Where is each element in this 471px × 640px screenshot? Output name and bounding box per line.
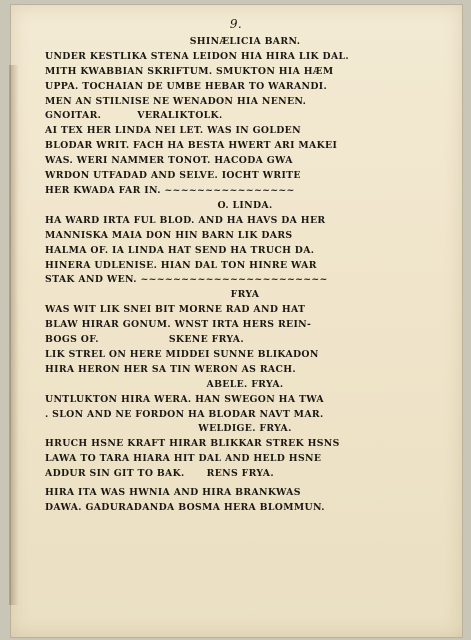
- heading-frya: FRYA: [230, 289, 260, 301]
- text-line: HRUCH HSNE KRAFT HIRAR BLIKKAR STREK HSNS: [45, 438, 340, 450]
- text-line: WAS. WERI NAMMER TONOT. HACODA GWA: [45, 155, 293, 167]
- text-line: MANNISKA MAIA DON HIN BARN LIK DARS: [45, 229, 293, 241]
- text-line: WAS WIT LIK SNEI BIT MORNE RAD AND HAT: [45, 304, 306, 316]
- text-line: UNDER KESTLIKA STENA LEIDON HIA HIRA LIK DAL.: [45, 50, 349, 62]
- heading-weldige-frya: WELDIGE. FRYA.: [198, 423, 292, 435]
- text-fragment: ADDUR SIN GIT TO BAK.: [45, 468, 185, 480]
- text-fragment: RENS FRYA.: [206, 468, 274, 480]
- text-line: BLODAR WRIT. FACH HA BESTA HWERT ARI MAKEI: [45, 140, 338, 152]
- text-fragment: BOGS OF.: [45, 334, 99, 346]
- text-line: LIK STREL ON HERE MIDDEI SUNNE BLIKADON: [45, 348, 319, 360]
- heading-o-linda: O. LINDA.: [217, 199, 273, 211]
- text-line: UNTLUKTON HIRA WERA. HAN SWEGON HA TWA: [45, 393, 324, 405]
- text-fragment: SKENE FRYA.: [168, 334, 244, 346]
- text-fragment: GNOITAR.: [45, 110, 102, 122]
- text-line: WRDON UTFADAD AND SELVE. IOCHT WRITE: [45, 170, 301, 182]
- page-number: 9.: [229, 17, 243, 31]
- heading-shinaelicia-barn: SHINÆLICIA BARN.: [189, 35, 301, 47]
- text-line: UPPA. TOCHAIAN DE UMBE HEBAR TO WARANDI.: [45, 80, 328, 92]
- text-line: [45, 109, 445, 124]
- text-fragment: VERALIKTOLK.: [137, 110, 223, 122]
- text-line: [45, 333, 445, 348]
- text-line: LAWA TO TARA HIARA HIT DAL AND HELD HSNE: [45, 453, 322, 465]
- text-line: . SLON AND NE FORDON HA BLODAR NAVT MAR.: [45, 408, 324, 420]
- text-line: HALMA OF. IA LINDA HAT SEND HA TRUCH DA.: [45, 244, 315, 256]
- text-line: HIRA HERON HER SA TIN WERON AS RACH.: [45, 363, 296, 375]
- binding-stain: [9, 65, 19, 605]
- heading-abele-frya: ABELE. FRYA.: [206, 378, 284, 390]
- text-line: BLAW HIRAR GONUM. WNST IRTA HERS REIN-: [45, 319, 312, 331]
- text-line: HA WARD IRTA FUL BLOD. AND HA HAVS DA HER: [45, 214, 326, 226]
- manuscript-page: [10, 4, 463, 638]
- text-line: MEN AN STILNISE NE WENADON HIA NENEN.: [45, 95, 307, 107]
- text-line: [45, 467, 445, 482]
- text-line: AI TEX HER LINDA NEI LET. WAS IN GOLDEN: [45, 125, 301, 137]
- text-line: MITH KWABBIAN SKRIFTUM. SMUKTON HIA HÆM: [45, 65, 334, 77]
- text-line: HINERA UDLENISE. HIAN DAL TON HINRE WAR: [45, 259, 317, 271]
- text-line: STAK AND WEN. ~~~~~~~~~~~~~~~~~~~~~~~: [45, 274, 328, 286]
- manuscript-text: [45, 17, 445, 516]
- text-line: HER KWADA FAR IN. ~~~~~~~~~~~~~~~~: [45, 184, 295, 196]
- text-line: HIRA ITA WAS HWNIA AND HIRA BRANKWAS: [45, 487, 301, 499]
- text-line: DAWA. GADURADANDA BOSMA HERA BLOMMUN.: [45, 502, 325, 513]
